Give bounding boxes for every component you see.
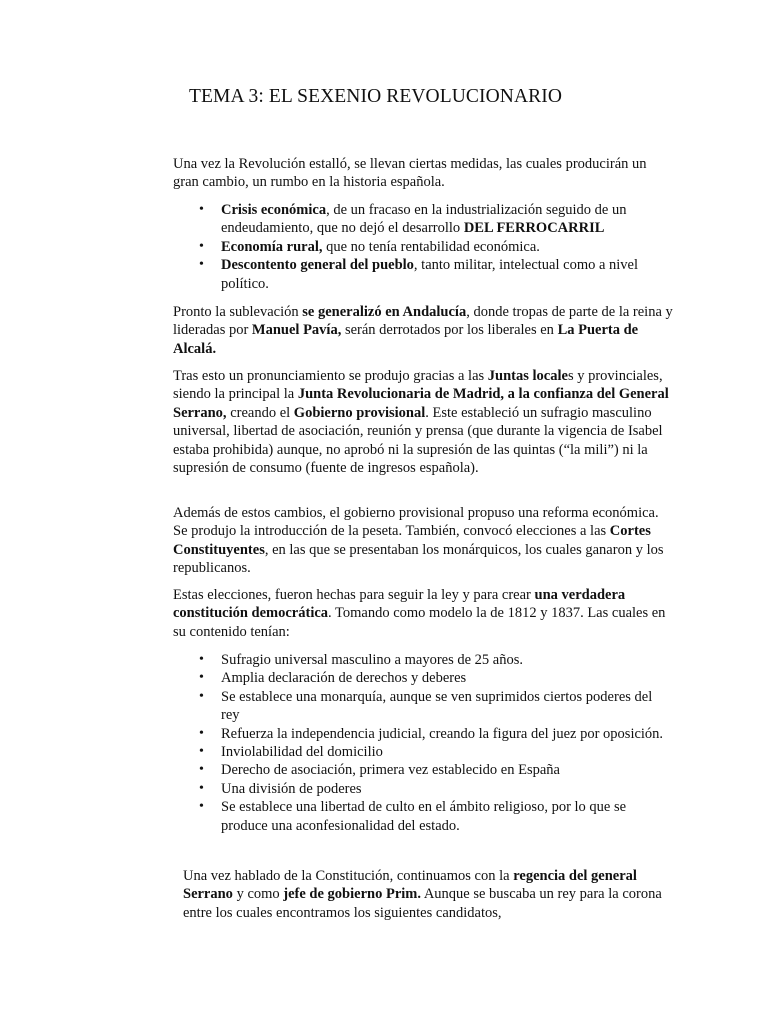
bullet-icon: • <box>199 238 204 254</box>
list-item: • Economía rural, que no tenía rentabilidad económica. <box>199 238 540 255</box>
constitution-list <box>193 651 673 835</box>
elections-paragraph: Estas elecciones, fueron hechas para seguir la ley y para crear una verdadera constitución democrática. Tomando como modelo la de 1812 y 1837. Las cuales en su contenido tenían: <box>173 587 666 640</box>
bullet-icon: • <box>199 202 204 217</box>
intro-text: Una vez la Revolución estalló, se llevan ciertas medidas, las cuales producirán un gran cambio, un rumbo en la historia española. <box>173 156 647 191</box>
page-title: TEMA 3: EL SEXENIO REVOLUCIONARIO <box>189 86 563 107</box>
bullet-icon: • <box>199 688 204 704</box>
list-item: • Derecho de asociación, primera vez establecido en España <box>199 762 560 779</box>
causes-list <box>193 201 673 293</box>
bullet-icon: • <box>199 725 204 741</box>
list-item: • Una división de poderes <box>199 780 362 797</box>
bullet-icon: • <box>199 652 204 667</box>
juntas-paragraph: Tras esto un pronunciamiento se produjo gracias a las Juntas locales y provinciales, siendo la principal la Junta Revolucionaria de Madrid, a la confianza del General Serrano, creando el Gobierno provisional. Este estableció un sufragio masculino universal, libertad de asociación, reunión y prensa (que durante la vigencia de Isabel estaba prohibida) aunque, no aprobó ni la supresión de las quintas (“la mili”) ni la supresión de consumo (fuente de ingresos española). <box>173 368 669 477</box>
list-item: • Amplia declaración de derechos y deberes <box>199 670 467 687</box>
bullet-icon: • <box>199 762 204 778</box>
bullet-icon: • <box>199 257 204 273</box>
list-item: • Se establece una libertad de culto en el ámbito religioso, por lo que se produce una aconfesionalidad del estado. <box>199 799 627 834</box>
intro-paragraph <box>173 155 673 192</box>
bullet-icon: • <box>199 799 204 815</box>
list-item: • Sufragio universal masculino a mayores de 25 años. <box>199 652 524 668</box>
bullet-icon: • <box>199 744 204 760</box>
list-item: • Se establece una monarquía, aunque se ven suprimidos ciertos poderes del rey <box>199 688 653 724</box>
bullet-icon: • <box>199 670 204 686</box>
regency-paragraph: Una vez hablado de la Constitución, continuamos con la regencia del general Serrano y como jefe de gobierno Prim. Aunque se buscaba un rey para la corona entre los cuales encontramos los siguientes candidatos, <box>183 868 662 921</box>
list-item: • Refuerza la independencia judicial, creando la figura del juez por oposición. <box>199 725 664 742</box>
list-item: • Descontento general del pueblo, tanto militar, intelectual como a nivel político. <box>199 257 639 292</box>
bullet-icon: • <box>199 780 204 796</box>
list-item: • Crisis económica, de un fracaso en la industrialización seguido de un endeudamiento, que no dejó el desarrollo DEL FERROCARRIL <box>199 202 627 237</box>
list-item: • Inviolabilidad del domicilio <box>199 744 383 761</box>
reform-paragraph: Además de estos cambios, el gobierno provisional propuso una reforma económica. Se produjo la introducción de la peseta. También, convocó elecciones a las Cortes Constituyentes, en las que se presentaban los monárquicos, los cuales ganaron y los republicanos. <box>173 505 664 577</box>
andalucia-paragraph: Pronto la sublevación se generalizó en Andalucía, donde tropas de parte de la reina y lideradas por Manuel Pavía, serán derrotados por los liberales en La Puerta de Alcalá. <box>173 304 673 357</box>
